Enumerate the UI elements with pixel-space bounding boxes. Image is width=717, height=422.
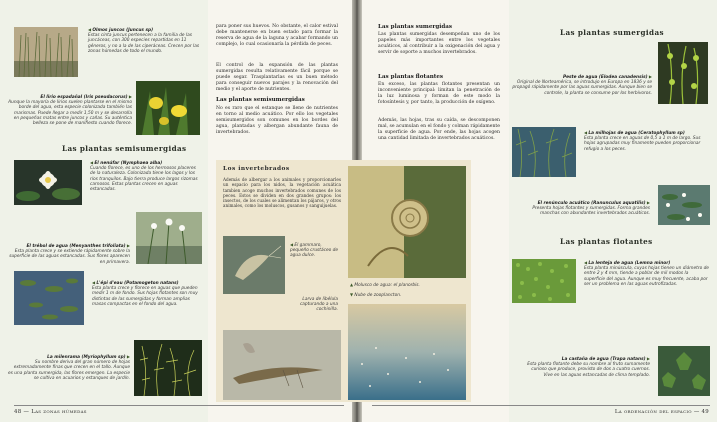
caption-marker-icon: ◀ bbox=[90, 160, 95, 165]
caption-text: Esta planta minúscula, cuyas hojas tienen un diámetro de entre 2 y 4 mm, tiende a poblar de mil modos la superficie del agua. Aunque es muy frecuente, acaba por ser un problema en las aguas eutrofizadas. bbox=[584, 266, 709, 287]
caption-text: Presenta hojas flotantes y sumergidas. Forma grandes manchas con abundantes invertebrados acuáticos. bbox=[532, 206, 650, 217]
subheading-sumergidas: Las plantas sumergidas bbox=[378, 24, 453, 30]
caption-peste-agua bbox=[512, 74, 652, 96]
caption-milenrama bbox=[8, 354, 130, 381]
body-paragraph-sumergidas: Las plantas sumergidas desempeñan uno de los papeles más importantes entre los vegetales acuáticos, al contribuir a la oxigenación del agua y servir de soporte a muchos invertebrados. bbox=[378, 32, 500, 55]
caption-juncos bbox=[88, 27, 200, 54]
caption-title: La castaña de agua (Trapa natans) bbox=[561, 357, 646, 362]
caption-marker-icon: ◀ bbox=[584, 130, 589, 135]
caption-title: La milhojas de agua (Ceratophyllum sp) bbox=[588, 131, 685, 136]
photo-espiga bbox=[14, 271, 84, 325]
caption-text: Esta planta flotante debe su nombre al fruto sumamente curioso que produce, provisto de dos a cuatro cuernos. Vive en las aguas estancadas de clima templado. bbox=[527, 362, 650, 378]
caption-text: Cuando florece, es uno de los hermosos placeres de la naturaleza. Colonizada tiene los lagos y los ríos tranquilos. Bajo tierra produce largos rizomas carnosos. Estas plantas crecen en aguas estancadas. bbox=[90, 166, 198, 193]
photo-caracol bbox=[348, 166, 466, 278]
caption-caracol bbox=[350, 282, 468, 288]
caption-text: Molusco de agua: el planorbis. bbox=[354, 283, 420, 288]
section-title-semisumergidas: Las plantas semisumergidas bbox=[62, 144, 187, 153]
caption-marker-icon: ◀ bbox=[88, 27, 93, 32]
footer-left: 48 — Las zonas húmedas bbox=[14, 409, 87, 415]
caption-milhojas bbox=[584, 130, 710, 152]
page-number: 49 bbox=[701, 409, 709, 415]
caption-title: El nenúfar (Nymphaea alba) bbox=[94, 161, 163, 166]
caption-marker-icon: ▲ bbox=[350, 282, 355, 287]
caption-marker-icon: ▶ bbox=[647, 74, 652, 79]
caption-marker-icon: ▶ bbox=[125, 354, 130, 359]
body-paragraph-3: No es raro que el estanque se llene de nutrientes en torno al medio acuático. Por ello los vegetales semisumergidos son comunes en los bordes del agua, plantadas y albergan abundante fauna de invertebrados. bbox=[216, 106, 338, 135]
caption-zooplancton bbox=[350, 292, 468, 298]
photo-gamba bbox=[223, 236, 285, 294]
caption-nenufar bbox=[90, 160, 202, 192]
footer-rule bbox=[14, 405, 344, 406]
caption-text: Aunque la mayoría de lirios suelen plantarse en el mismo borde del agua, esta especie colonizada también las marismas. Puede llegar a medir 1,50 m y se desarrolla en pequeñas matas entre juncos y cañas. Su auténtica belleza se pone de manifiesto cuando florece. bbox=[8, 100, 132, 127]
caption-title: El lirio espadañal (Iris pseudacorus) bbox=[40, 95, 128, 100]
box-title: Los invertebrados bbox=[223, 166, 290, 172]
caption-marker-icon: ◀ bbox=[92, 280, 97, 285]
caption-title: El renúnculo acuático (Ranunculus aquatilis) bbox=[537, 201, 646, 206]
caption-text: Esta planta crece en aguas de 0,5 a 1 m de largo. Sus hojas agrupadas muy finamente pueden proporcionar refugio a los peces. bbox=[584, 136, 701, 152]
caption-text: Esta planta crece y florece en aguas que pueden medir 1 m de fondo. Sus hojas flotantes son muy distintas de las sumergidas y forman amplias masas compactas en el fondo del agua. bbox=[92, 286, 198, 307]
caption-marker-icon: ▶ bbox=[127, 94, 132, 99]
caption-title: Olmos juncos (Juncus sp) bbox=[92, 28, 154, 33]
caption-title: Peste de agua (Elodea canadensis) bbox=[563, 75, 648, 80]
caption-text: Larva de libélula capturando a una cochinilla. bbox=[299, 297, 338, 313]
photo-milhojas bbox=[512, 127, 576, 177]
caption-espiga bbox=[92, 280, 204, 307]
footer-section: La ordenación del espacio bbox=[614, 409, 692, 415]
photo-renuncio bbox=[658, 185, 710, 225]
caption-title: La milenrama (Myriophyllum sp) bbox=[47, 355, 126, 360]
footer-right: La ordenación del espacio — 49 bbox=[614, 409, 709, 415]
caption-text: Estas cinta juncus pertenecen a la familia de las juncáceas, con 300 especies repartidas en 11 géneros, y no a la de las ciperáceas. Crecen por las zonas húmedas de todo el mundo. bbox=[88, 33, 200, 54]
caption-marker-icon: ◀ bbox=[290, 242, 295, 247]
caption-lirio bbox=[8, 94, 132, 126]
footer-section: Las zonas húmedas bbox=[31, 409, 87, 415]
photo-peste-agua bbox=[658, 42, 708, 104]
caption-title: El trébol de agua (Menyanthes trifoliata) bbox=[26, 244, 126, 249]
body-paragraph-flotantes: En exceso, las plantas flotantes presentan un inconveniente principal: limitan la penetración de la luz luminosa y forman de este modo la fotosíntesis y, por tanto, la producción de oxígeno. bbox=[378, 82, 500, 105]
caption-marker-icon: ▶ bbox=[645, 356, 650, 361]
footer-rule bbox=[372, 405, 710, 406]
photo-trebol bbox=[136, 212, 202, 264]
caption-title: La lenteja de agua (Lemna minor) bbox=[588, 261, 671, 266]
body-paragraph-2: El control de la expansión de las plantas sumergidas resulta relativamente fácil porque se puede segar. Trasplantarlas es un buen método para conseguir nuevos parajes y la renovación del medio y el aporte de nutrientes. bbox=[216, 63, 338, 92]
caption-marker-icon: ▼ bbox=[350, 292, 355, 297]
page-number: 48 bbox=[14, 409, 22, 415]
caption-lenteja bbox=[584, 260, 710, 287]
caption-gamba bbox=[290, 242, 338, 259]
caption-marker-icon: ▶ bbox=[645, 200, 650, 205]
caption-text: Esta planta crece y se extiende rápidamente sobre la superficie de las aguas estancadas. Sus flores aparecen en primavera. bbox=[9, 249, 130, 265]
caption-text: Su nombre deriva del gran número de hojas extremadamente finas que crecen en el tallo. Aunque es una planta sumergida, las flores emergen. La especie se cultiva en acuarios y estanques de jardín. bbox=[8, 360, 130, 381]
caption-renuncio bbox=[522, 200, 650, 217]
section-title-sumergidas: Las plantas sumergidas bbox=[560, 28, 664, 37]
caption-castana bbox=[522, 356, 650, 378]
caption-text: El gammaro, pequeño crustáceo de agua dulce. bbox=[290, 243, 338, 259]
photo-lenteja bbox=[512, 259, 576, 303]
photo-lirio bbox=[136, 81, 200, 135]
subheading-semisumergidas: Las plantas semisumergidas bbox=[216, 97, 305, 103]
box-text: Además de albergar a los animales y proporcionarles un espacio para los nidos, la vegetación acuática tambien acoge muchos invertebrados comunes de los peces. Estos se dividen en dos grandes grupos: los insectos, de los cuales se alimentan los pájaros, y otros animales, como los moluscos, gusanos y sanguijuelas. bbox=[223, 177, 341, 209]
caption-text: Nube de zooplancton. bbox=[354, 293, 402, 298]
photo-juncos bbox=[14, 27, 78, 77]
caption-trebol bbox=[8, 243, 130, 265]
caption-marker-icon: ◀ bbox=[584, 260, 589, 265]
body-paragraph-flotantes-2: Además, las hojas, tras su caída, se descomponen mal, se acumulan en el fondo y colman rápidamente la superficie de agua. Por ende, las hojas acogen una cantidad limitada de invertebrados acuáticos. bbox=[378, 118, 500, 141]
caption-text: Original de Norteamérica, se introdujo en Europa en 1836 y se propagó rápidamente por las aguas sumergidas. Aunque bien se controle, la planta se consume por los herbívoros. bbox=[512, 80, 652, 96]
section-title-flotantes: Las plantas flotantes bbox=[560, 237, 653, 246]
photo-milenrama bbox=[134, 340, 202, 396]
photo-zooplancton bbox=[348, 304, 466, 400]
body-paragraph-1: para poner sus huevos. No obstante, el calor estival debe mantenerse en buen estado para formar la reserva de agua de la laguna y acabar formando un complejo, lo cual ocasionaría la pérdida de peces. bbox=[216, 24, 338, 47]
caption-larva bbox=[292, 297, 338, 313]
photo-larva bbox=[223, 330, 341, 400]
photo-nenufar bbox=[14, 160, 82, 205]
caption-marker-icon: ▶ bbox=[125, 243, 130, 248]
subheading-flotantes: Las plantas flotantes bbox=[378, 74, 444, 80]
photo-castana bbox=[658, 346, 710, 396]
caption-title: L'épi d'eau (Potamogeton natans) bbox=[96, 281, 179, 286]
